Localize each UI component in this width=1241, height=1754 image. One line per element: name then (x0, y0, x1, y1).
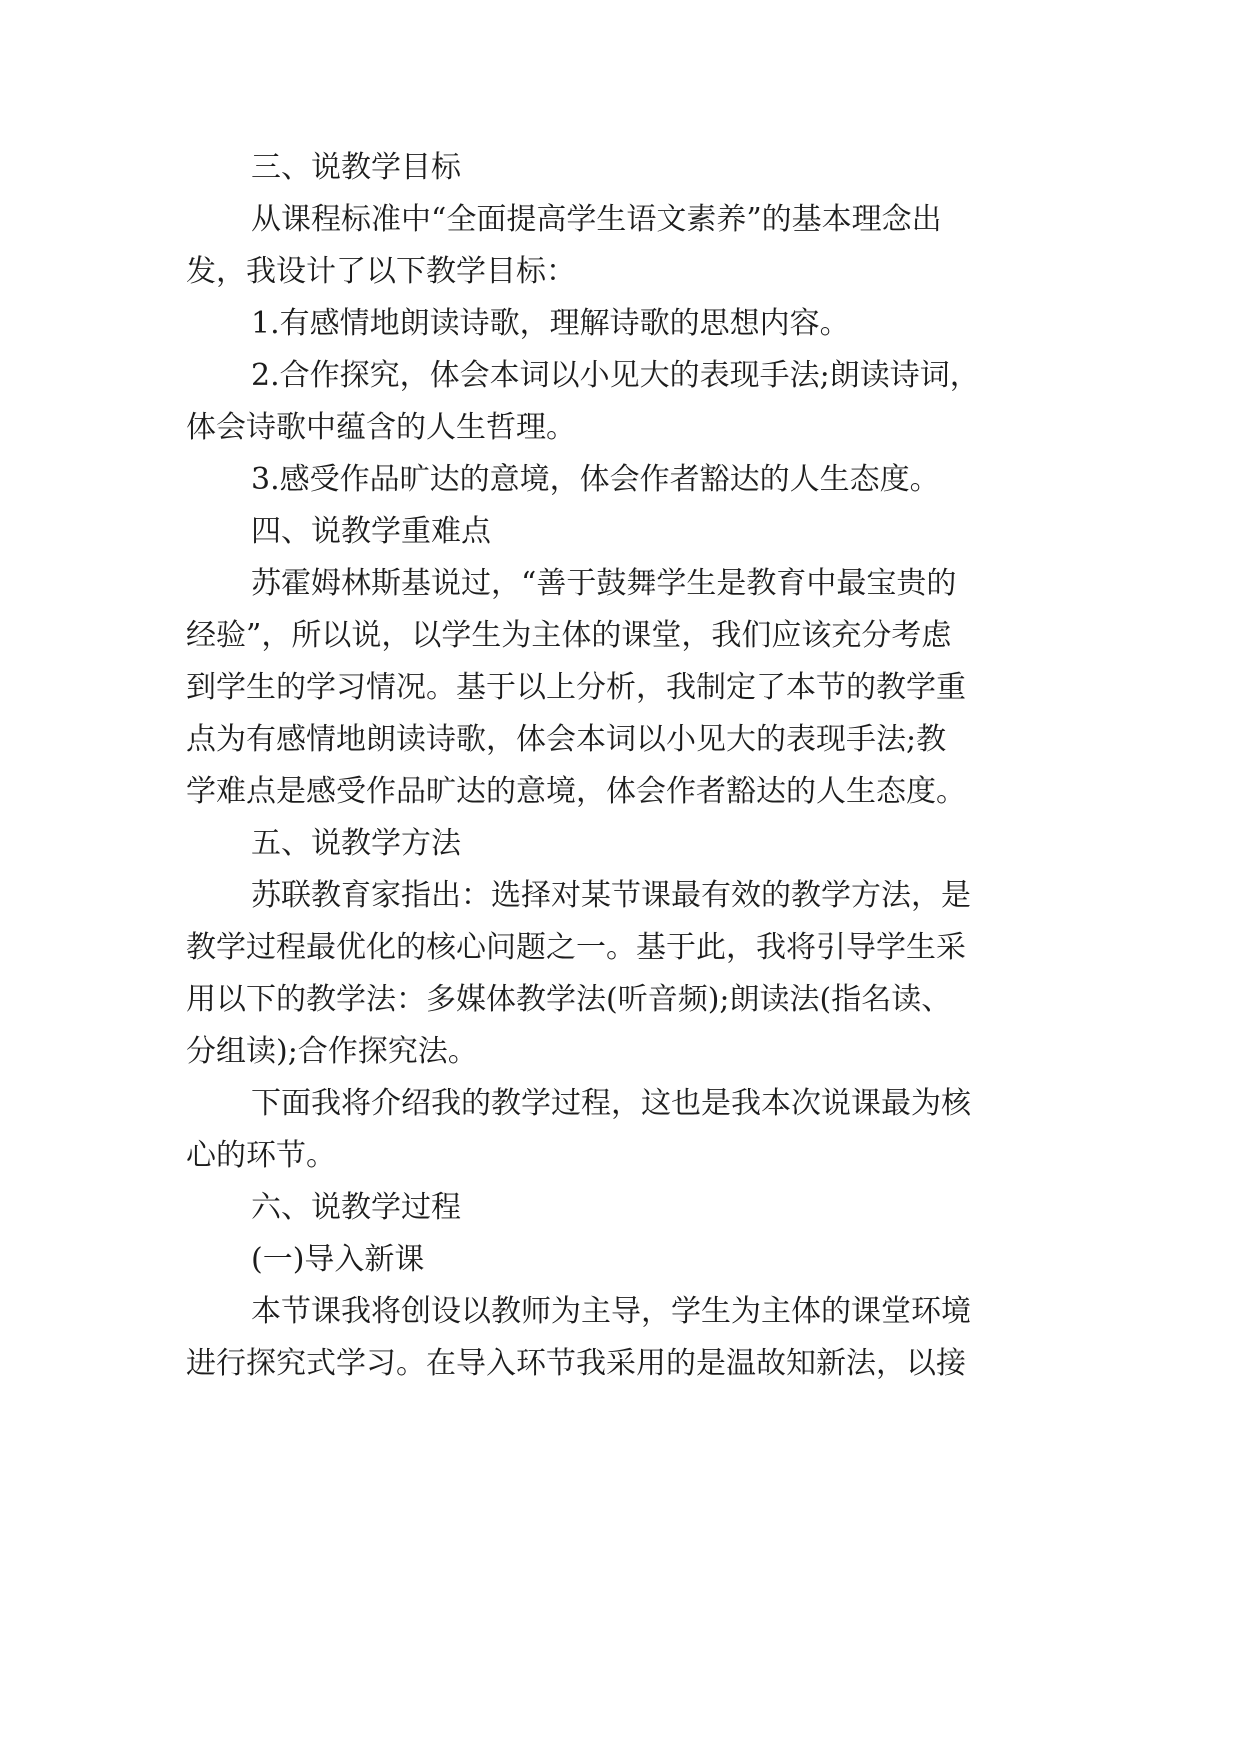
paragraph-line: 本节课我将创设以教师为主导，学生为主体的课堂环境 (251, 1294, 971, 1329)
paragraph-line: 进行探究式学习。在导入环节我采用的是温故知新法，以接 (186, 1346, 966, 1381)
paragraph-line: 到学生的学习情况。基于以上分析，我制定了本节的教学重 (186, 670, 966, 705)
list-item-goal-1: 1.有感情地朗读诗歌，理解诗歌的思想内容。 (251, 306, 850, 341)
paragraph-line: 从课程标准中“全面提高学生语文素养”的基本理念出 (251, 202, 942, 237)
paragraph-line: 用以下的教学法：多媒体教学法(听音频);朗读法(指名读、 (186, 982, 952, 1017)
paragraph-line: 教学过程最优化的核心问题之一。基于此，我将引导学生采 (186, 930, 966, 965)
paragraph-line: 体会诗歌中蕴含的人生哲理。 (186, 410, 576, 445)
subsection-heading-intro: (一)导入新课 (251, 1242, 425, 1277)
section-heading-teaching-goals: 三、说教学目标 (251, 150, 461, 185)
paragraph-line: 苏联教育家指出：选择对某节课最有效的教学方法，是 (251, 878, 971, 913)
paragraph-line: 点为有感情地朗读诗歌，体会本词以小见大的表现手法;教 (186, 722, 947, 757)
section-heading-key-points: 四、说教学重难点 (251, 514, 491, 549)
list-item-goal-3: 3.感受作品旷达的意境，体会作者豁达的人生态度。 (251, 462, 940, 497)
list-item-goal-2: 2.合作探究，体会本词以小见大的表现手法;朗读诗词， (251, 358, 980, 393)
paragraph-line: 苏霍姆林斯基说过，“善于鼓舞学生是教育中最宝贵的 (251, 566, 957, 601)
paragraph-line: 心的环节。 (186, 1138, 336, 1173)
paragraph-line: 经验”，所以说，以学生为主体的课堂，我们应该充分考虑 (186, 618, 952, 653)
paragraph-line: 分组读);合作探究法。 (186, 1034, 478, 1069)
paragraph-line: 发，我设计了以下教学目标： (186, 254, 576, 289)
section-heading-teaching-process: 六、说教学过程 (251, 1190, 461, 1225)
section-heading-teaching-methods: 五、说教学方法 (251, 826, 461, 861)
paragraph-line: 下面我将介绍我的教学过程，这也是我本次说课最为核 (251, 1086, 971, 1121)
paragraph-line: 学难点是感受作品旷达的意境，体会作者豁达的人生态度。 (186, 774, 966, 809)
